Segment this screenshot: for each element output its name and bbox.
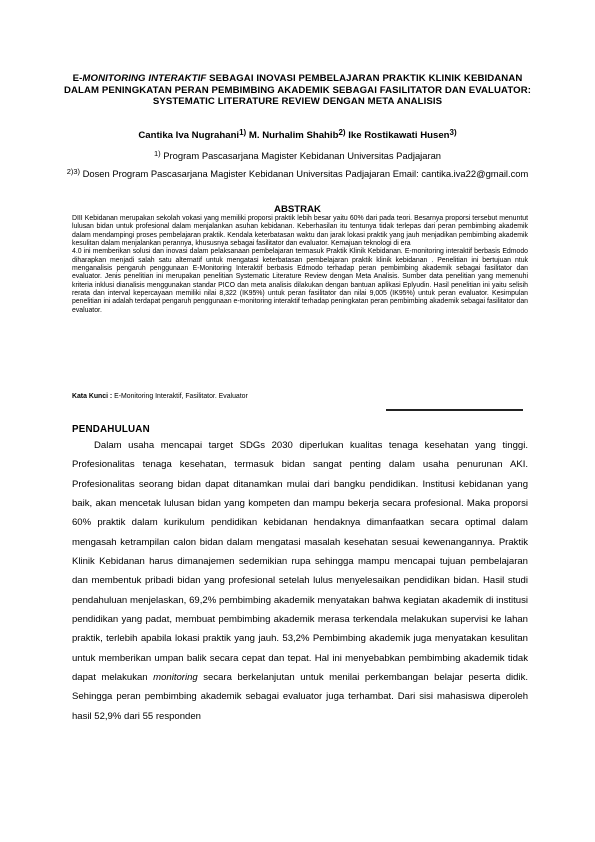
affiliation-mark: 2)3) xyxy=(66,167,81,176)
affiliation-2 xyxy=(60,166,535,179)
body-text-segment: secara berkelanjutan untuk menilai perkembangan belajar peserta didik. Sehingga peran pembimbing akademik sebagai evaluator juga terhambat. Dari sisi mahasiswa diperoleh hasil 52,9% dari 55 responden xyxy=(72,672,528,722)
keywords-value: E-Monitoring Interaktif, Fasilitator. Evaluator xyxy=(112,393,248,400)
affiliation-1 xyxy=(60,148,535,161)
abstract-body xyxy=(72,215,528,315)
keywords xyxy=(72,393,528,401)
body-text-italic: monitoring xyxy=(153,672,198,684)
introduction-paragraph xyxy=(72,436,528,726)
abstract-heading: ABSTRAK xyxy=(274,204,321,215)
introduction-body xyxy=(72,436,528,726)
section-heading-pendahuluan: PENDAHULUAN xyxy=(72,424,150,435)
title-rest: SEBAGAI INOVASI PEMBELAJARAN PRAKTIK KLINIK KEBIDANAN DALAM PENINGKATAN PERAN PEMBIMBING AKADEMIK SEBAGAI FASILITATOR DAN EVALUATOR: SYSTEMATIC LITERATURE REVIEW DENGAN META ANALISIS xyxy=(63,73,532,108)
abstract-paragraph-2: 4.0 ini memberikan solusi dan inovasi dalam pelaksanaan pembelajaran termasuk Praktik Klinik Kebidanan. E-monitoring interaktif berbasis Edmodo diharapkan menjadi salah satu alternatif untuk mengatasi keterbatasan pembelajaran praktik klinik kebidanan . Penelitian ini bertujuan ntuk menganalisis pengaruh penggunaan E-Monitoring Interaktif berbasis Edmodo terhadap peran pembimbing akademik sebagai fasilitator dan evaluator. Jenis penelitian ini merupakan penelitian Systematic Literature Review dengan Meta Analisis. Sumber data penelitian yang memenuhi kriteria inklusi dianalisis menggunakan standar PICO dan meta analisis dilakukan dengan bantuan aplikasi Eplyudin. Hasil penelitian ini yaitu selisih rerata dan interval kepercayaan memiliki nilai 8,322 (IK95%) untuk peran fasilitator dan nilai 9,005 (IK95%) untuk peran evaluator. Kesimpulan penelitian ini adalah terdapat pengaruh penggunaan e-monitoring interaktif terhadap peningkatan peran pembimbing akademik sebagai fasilitator dan evaluator. xyxy=(72,248,528,314)
keywords-label: Kata Kunci : xyxy=(72,393,113,400)
affiliation-text: Dosen Program Pascasarjana Magister Kebidanan Universitas Padjajaran Email: cantika.iva22@gmail.com xyxy=(80,168,529,179)
author-name: M. Nurhalim Shahib xyxy=(246,130,339,141)
affiliation-text: Program Pascasarjana Magister Kebidanan Universitas Padjajaran xyxy=(160,150,442,161)
author-name: Cantika Iva Nugrahani xyxy=(138,130,240,141)
author-mark: 2) xyxy=(338,128,346,137)
section-divider xyxy=(386,409,523,411)
paper-title xyxy=(62,73,533,108)
title-prefix: E- xyxy=(72,73,83,84)
author-list xyxy=(60,127,535,142)
abstract-paragraph-1: DIII Kebidanan merupakan sekolah vokasi yang memiliki proporsi praktik lebih besar yaitu 60% dari pada teori. Besarnya proporsi tersebut menuntut lulusan bidan untuk profesional dalam menjalankan asuhan kebidanan. Keberhasilan itu tentunya tidak terlepas dari peran pembimbing akademik dalam mendampingi proses pembelajaran praktik. Kendala keterbatasan waktu dan jarak lokasi praktik yang jauh menjadikan pembimbing akademik kesulitan dalam menjalankan perannya, khususnya sebagai fasilitator dan evaluator. Kemajuan teknologi di era xyxy=(72,215,528,248)
affiliation-mark: 1) xyxy=(153,149,161,158)
author-mark: 3) xyxy=(449,128,457,137)
body-text-segment: Dalam usaha mencapai target SDGs 2030 diperlukan kualitas tenaga kesehatan yang tinggi. Profesionalitas tenaga kesehatan, termasuk bidan sangat penting dalam usaha penurunan AKI. Profesionalitas seorang bidan dapat ditanamkan mulai dari bangku pendidikan. Institusi kebidanan yang baik, akan mencetak lulusan bidan yang kompeten dan mampu bekerja secara profesional. Maka proporsi 60% praktik dalam kurikulum pendidikan kebidanan hendaknya dimanfaatkan secara optimal dalam mengasah ketrampilan calon bidan dalam mengatasi masalah kesehatan sesuai kewenangannya. Praktik Klinik Kebidanan harus dimanajemen sedemikian rupa sehingga mampu mencapai tujuan pembelajaran dan membentuk pribadi bidan yang profesional setelah lulus menyelesaikan pendidikan bidan. Hasil studi pendahuluan menjelaskan, 69,2% pembimbing akademik menyatakan bahwa kegiatan akademik di institusi pendidikan yang padat, membuat pembimbing akademik merasa terkendala melakukan supervisi ke lahan praktik, terlebih apabila lokasi praktik yang jauh. 53,2% Pembimbing akademik juga menyatakan kesulitan untuk memberikan umpan balik secara cepat dan tepat. Hal ini menyebabkan pembimbing akademik tidak dapat melakukan xyxy=(72,440,528,684)
title-italic: MONITORING INTERAKTIF xyxy=(82,73,207,84)
author-name: Ike Rostikawati Husen xyxy=(345,130,450,141)
author-mark: 1) xyxy=(239,128,247,137)
